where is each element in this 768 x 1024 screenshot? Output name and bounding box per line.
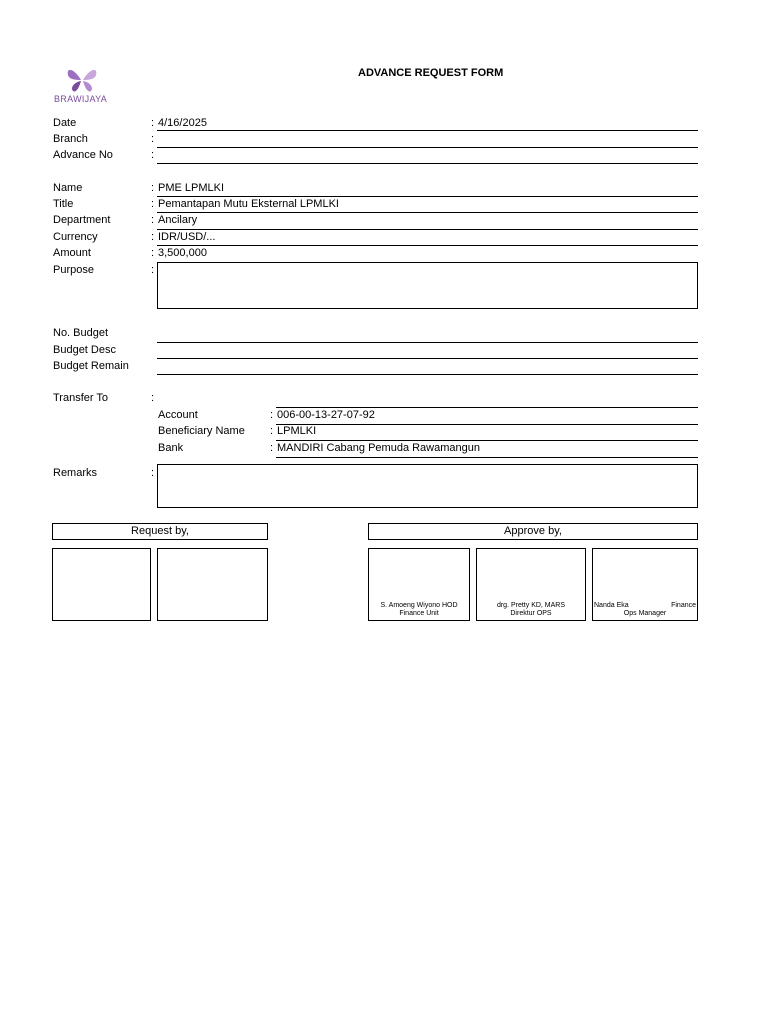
logo-brand-text: BRAWIJAYA bbox=[54, 94, 108, 104]
currency-underline bbox=[157, 245, 698, 246]
amount-label: Amount bbox=[53, 247, 91, 259]
bank-label: Bank bbox=[158, 442, 184, 454]
budget-remain-underline bbox=[157, 374, 698, 375]
budget-desc-underline bbox=[157, 358, 698, 359]
account-label: Account bbox=[158, 409, 198, 421]
approver-signature-box-3[interactable] bbox=[592, 548, 698, 621]
company-logo bbox=[52, 66, 112, 106]
department-colon: : bbox=[151, 214, 155, 226]
beneficiary-colon: : bbox=[270, 425, 274, 437]
currency-value[interactable]: IDR/USD/... bbox=[158, 231, 216, 243]
date-underline bbox=[157, 130, 698, 131]
branch-underline bbox=[157, 147, 698, 148]
budget-desc-label: Budget Desc bbox=[53, 344, 116, 356]
currency-label: Currency bbox=[53, 231, 98, 243]
name-colon: : bbox=[151, 182, 155, 194]
account-colon: : bbox=[270, 409, 274, 421]
bank-colon: : bbox=[270, 442, 274, 454]
approver-1-name: S. Amoeng Wiyono HOD bbox=[380, 602, 458, 609]
remarks-box[interactable] bbox=[157, 464, 698, 508]
request-signature-box-2[interactable] bbox=[157, 548, 268, 621]
purpose-box[interactable] bbox=[157, 262, 698, 309]
date-value[interactable]: 4/16/2025 bbox=[158, 117, 207, 129]
no-budget-label: No. Budget bbox=[53, 327, 109, 339]
purpose-colon: : bbox=[151, 264, 155, 276]
title-label: Title bbox=[53, 198, 74, 210]
date-colon: : bbox=[151, 117, 155, 129]
purpose-label: Purpose bbox=[53, 264, 94, 276]
approver-signature-box-2[interactable] bbox=[476, 548, 586, 621]
approver-3-role: Ops Manager bbox=[623, 610, 667, 617]
remarks-colon: : bbox=[151, 467, 155, 479]
amount-colon: : bbox=[151, 247, 155, 259]
department-underline bbox=[157, 229, 698, 230]
approve-by-header: Approve by, bbox=[368, 523, 698, 540]
department-label: Department bbox=[53, 214, 111, 226]
approver-2-role: Direktur OPS bbox=[510, 610, 552, 617]
account-value[interactable]: 006-00-13-27-07-92 bbox=[277, 409, 375, 421]
advance-no-label: Advance No bbox=[53, 149, 113, 161]
advance-no-underline bbox=[157, 163, 698, 164]
request-signature-box-1[interactable] bbox=[52, 548, 151, 621]
remarks-label: Remarks bbox=[53, 467, 98, 479]
request-by-header: Request by, bbox=[52, 523, 268, 540]
approver-2-name: drg. Pretty KD, MARS bbox=[496, 602, 566, 609]
date-label: Date bbox=[53, 117, 77, 129]
beneficiary-label: Beneficiary Name bbox=[158, 425, 245, 437]
approver-signature-box-1[interactable] bbox=[368, 548, 470, 621]
approver-1-role: Finance Unit bbox=[399, 610, 439, 617]
title-colon: : bbox=[151, 198, 155, 210]
title-underline bbox=[157, 212, 698, 213]
branch-label: Branch bbox=[53, 133, 88, 145]
currency-colon: : bbox=[151, 231, 155, 243]
transfer-to-colon: : bbox=[151, 392, 155, 404]
title-value[interactable]: Pemantapan Mutu Eksternal LPMLKI bbox=[158, 198, 339, 210]
account-underline bbox=[276, 424, 698, 425]
approver-3-title: Finance bbox=[671, 602, 696, 609]
no-budget-underline bbox=[157, 342, 698, 343]
bank-value[interactable]: MANDIRI Cabang Pemuda Rawamangun bbox=[277, 442, 480, 454]
beneficiary-value[interactable]: LPMLKI bbox=[277, 425, 317, 437]
name-label: Name bbox=[53, 182, 83, 194]
form-title: ADVANCE REQUEST FORM bbox=[358, 67, 504, 79]
name-value[interactable]: PME LPMLKI bbox=[158, 182, 225, 194]
budget-remain-label: Budget Remain bbox=[53, 360, 129, 372]
branch-colon: : bbox=[151, 133, 155, 145]
butterfly-logo-icon bbox=[52, 66, 112, 94]
bank-underline bbox=[276, 457, 698, 458]
approver-3-name: Nanda Eka bbox=[594, 602, 629, 609]
advance-no-colon: : bbox=[151, 149, 155, 161]
department-value[interactable]: Ancilary bbox=[158, 214, 198, 226]
amount-value[interactable]: 3,500,000 bbox=[158, 247, 207, 259]
transfer-to-label: Transfer To bbox=[53, 392, 109, 404]
